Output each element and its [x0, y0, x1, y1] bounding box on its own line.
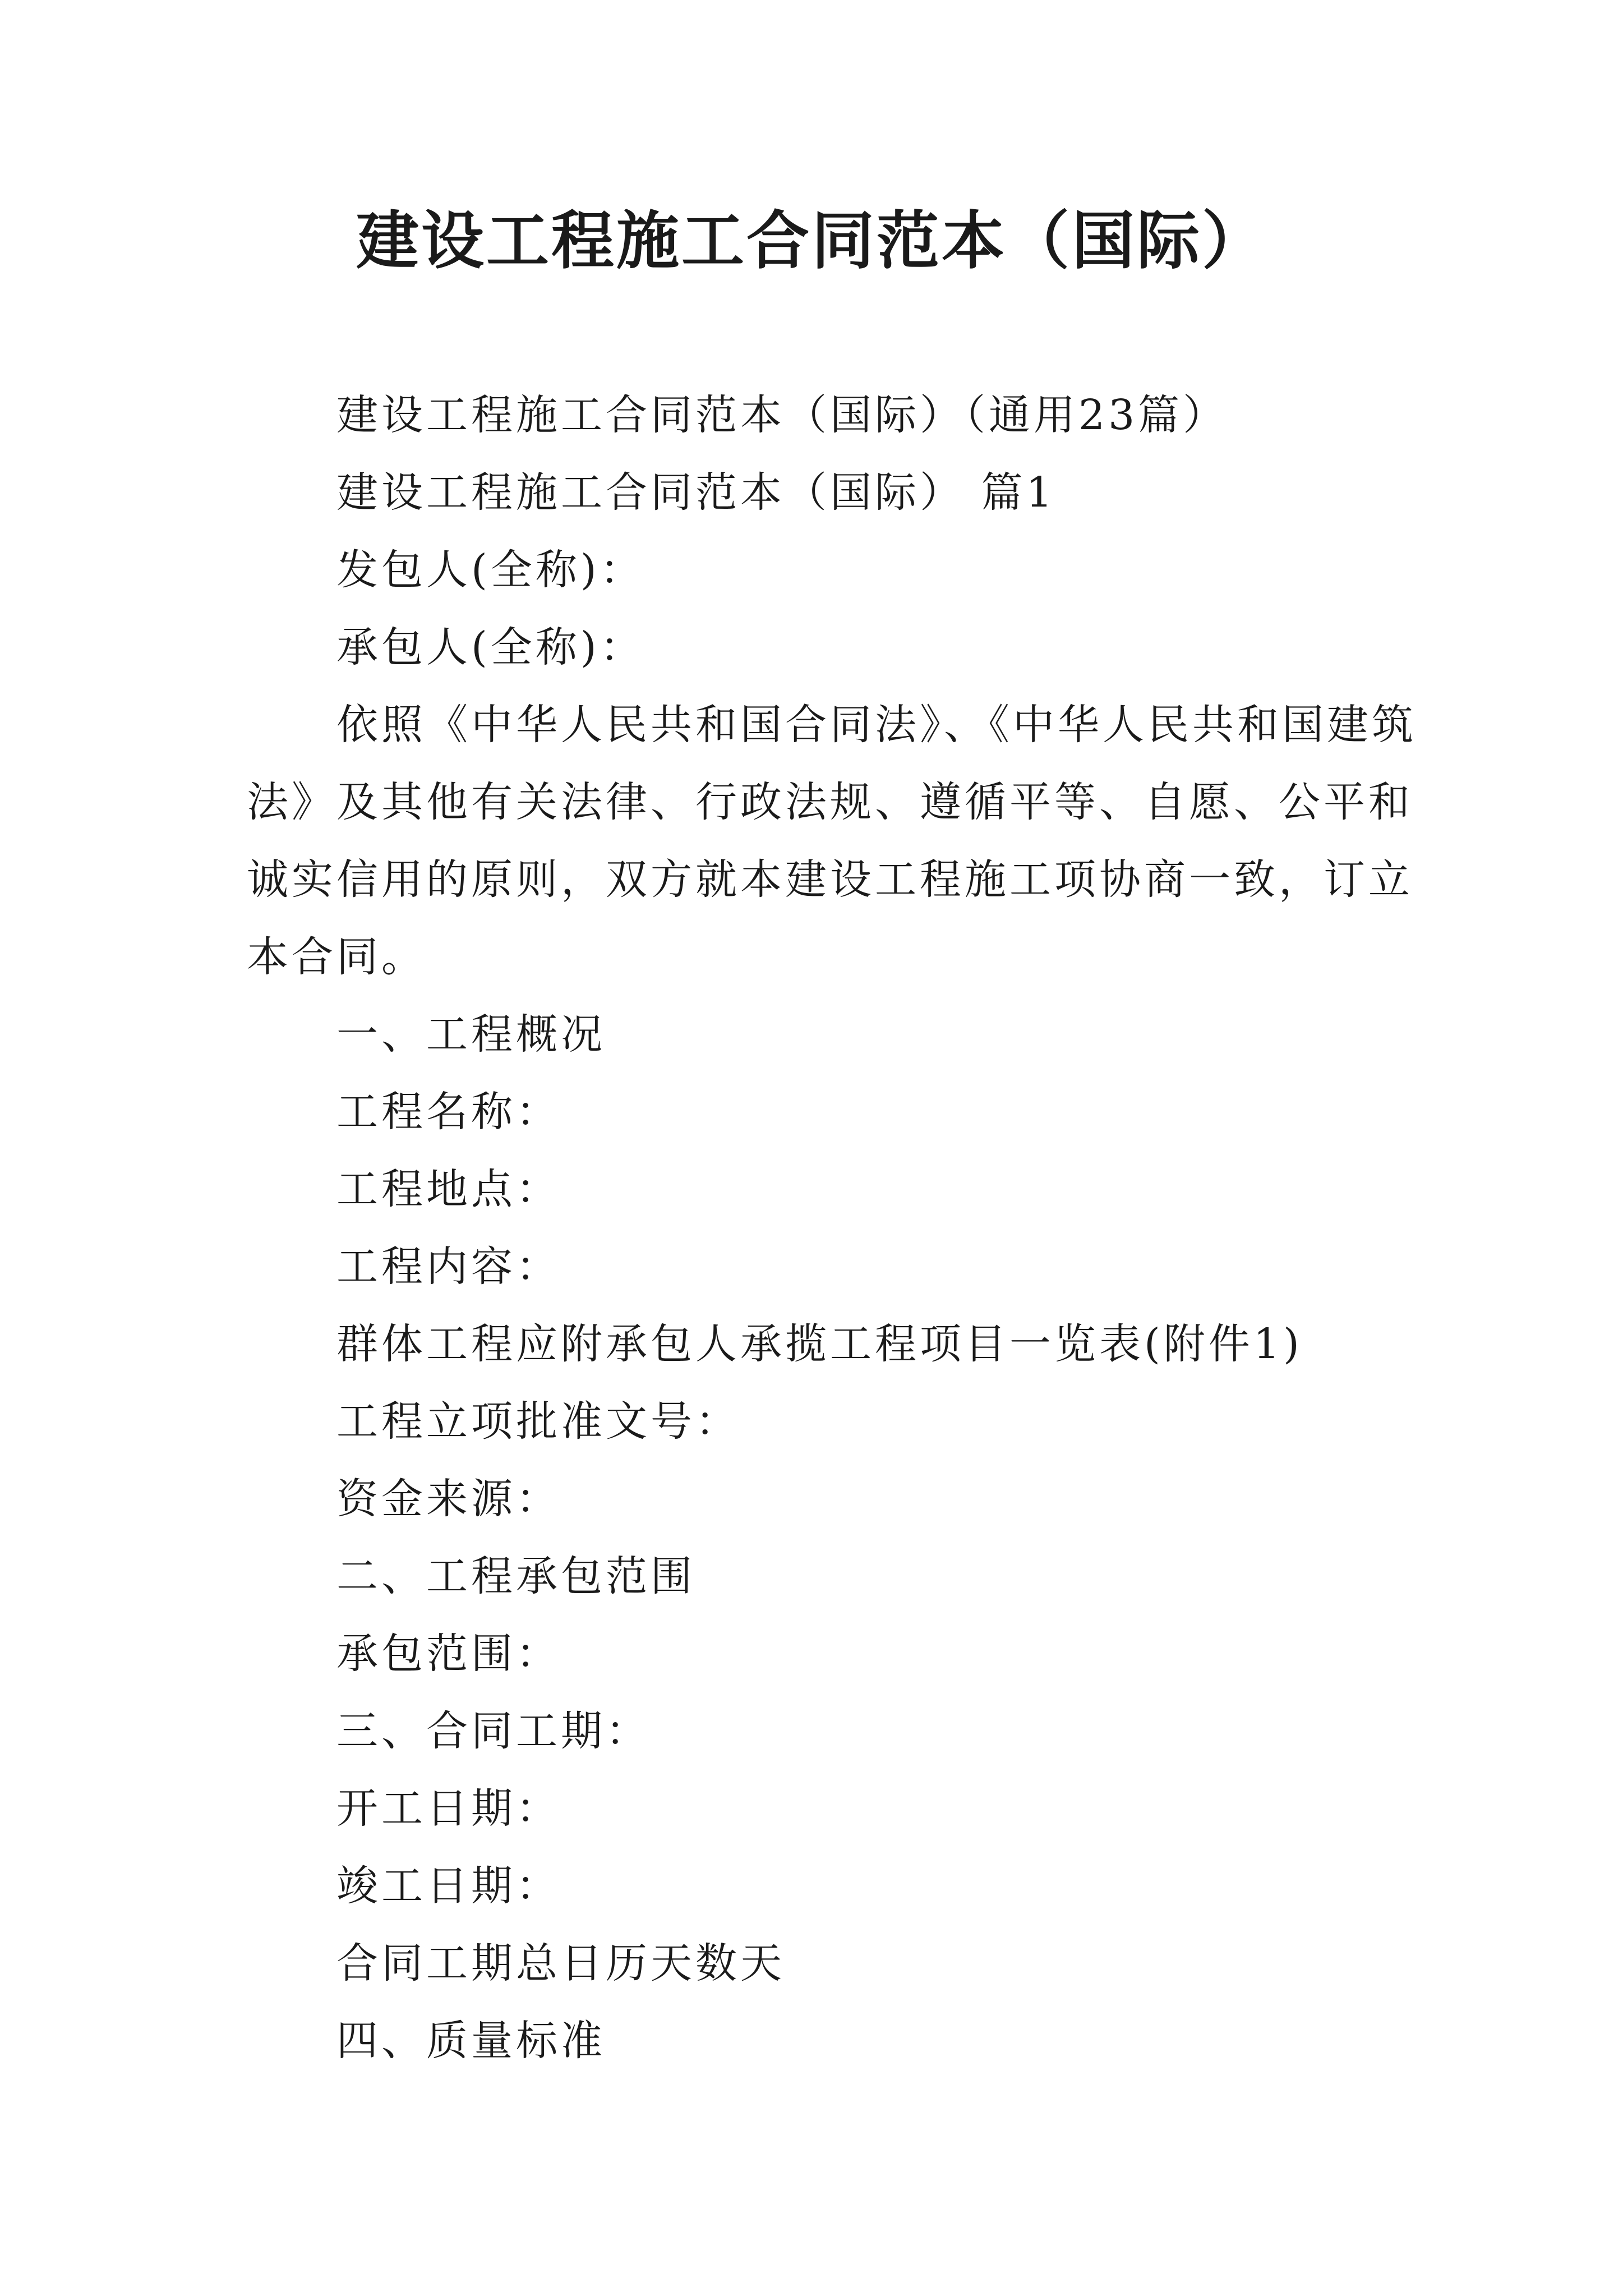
section-heading-1: 一、工程概况	[336, 1010, 606, 1059]
part-heading: 建设工程施工合同范本（国际） 篇1	[336, 468, 1056, 517]
document-title: 建设工程施工合同范本（国际）	[356, 204, 1267, 278]
project-content-field: 工程内容：	[336, 1243, 561, 1291]
preamble-line-2: 法》及其他有关法律、行政法规、遵循平等、自愿、公平和	[247, 778, 1413, 826]
total-days-line: 合同工期总日历天数天	[336, 1939, 785, 1987]
employer-field: 发包人(全称)：	[336, 546, 645, 594]
section-heading-3: 三、合同工期：	[336, 1707, 651, 1755]
approval-number-field: 工程立项批准文号：	[336, 1397, 740, 1446]
group-project-line: 群体工程应附承包人承揽工程项目一览表(附件1)	[336, 1320, 1303, 1368]
subtitle-line: 建设工程施工合同范本（国际）（通用23篇）	[336, 391, 1228, 439]
preamble-line-1: 依照《中华人民共和国合同法》、《中华人民共和国建筑	[336, 701, 1417, 749]
preamble-line-4: 本合同。	[247, 933, 426, 981]
section-heading-4: 四、质量标准	[336, 2017, 606, 2065]
project-location-field: 工程地点：	[336, 1165, 561, 1213]
contractor-field: 承包人(全称)：	[336, 623, 645, 671]
project-name-field: 工程名称：	[336, 1088, 561, 1136]
preamble-line-3: 诚实信用的原则，双方就本建设工程施工项协商一致，订立	[247, 855, 1413, 904]
fund-source-field: 资金来源：	[336, 1475, 561, 1523]
completion-date-field: 竣工日期：	[336, 1862, 561, 1910]
scope-field: 承包范围：	[336, 1630, 561, 1678]
section-heading-2: 二、工程承包范围	[336, 1552, 695, 1600]
start-date-field: 开工日期：	[336, 1784, 561, 1833]
